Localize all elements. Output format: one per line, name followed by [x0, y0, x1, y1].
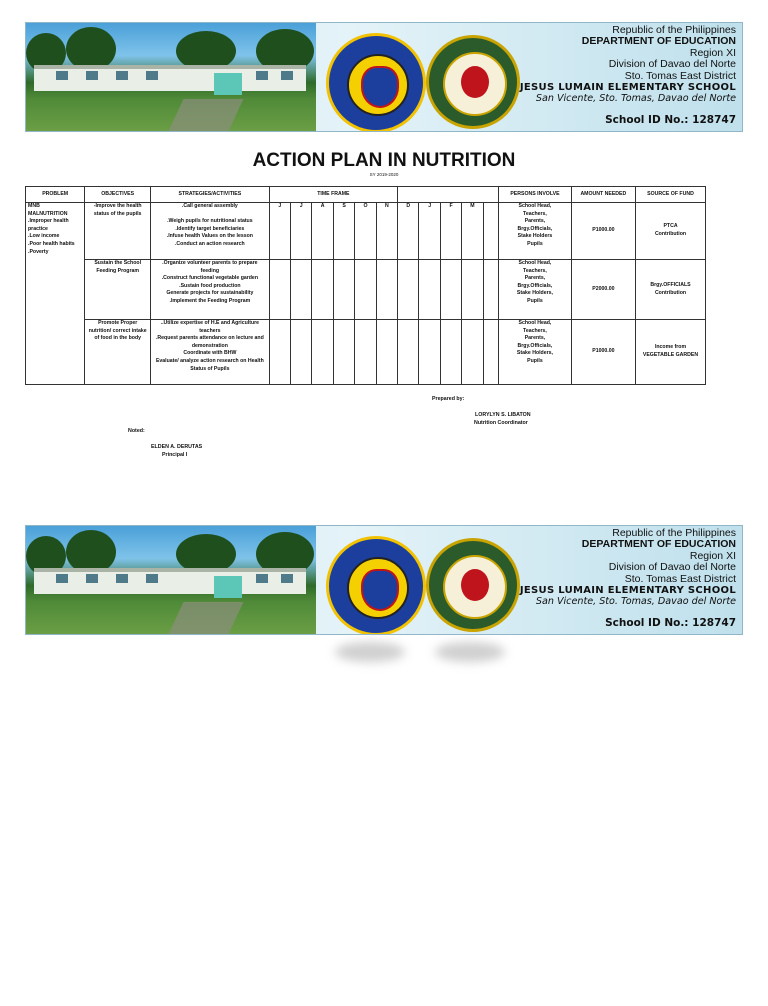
school-photo — [26, 526, 316, 634]
persons-cell: School Head, Teachers, Parents, Brgy.Officials, Stake Holders, Pupils — [499, 260, 572, 320]
month-cell — [483, 203, 499, 260]
source-cell: PTCA Contribution — [636, 203, 706, 260]
deped-seal — [326, 536, 426, 635]
header-school-id: School ID No.: 128747 — [605, 113, 736, 126]
month-cell: J — [269, 203, 290, 260]
table-row — [26, 203, 706, 260]
month-cell — [483, 320, 499, 385]
header-banner-2 — [25, 525, 743, 635]
school-photo — [26, 23, 316, 131]
persons-cell: School Head, Teachers, Parents, Brgy.Officials, Stake Holders Pupils — [499, 203, 572, 260]
action-plan-table — [25, 186, 706, 385]
col-timeframe-cont — [398, 187, 499, 203]
col-timeframe: TIME FRAME — [269, 187, 397, 203]
month-cell — [355, 260, 376, 320]
source-cell: Brgy.OFFICIALS Contribution — [636, 260, 706, 320]
table-row — [26, 260, 706, 320]
persons-cell: School Head, Teachers, Parents, Brgy.Officials, Stake Holders, Pupils — [499, 320, 572, 385]
month-cell — [269, 260, 290, 320]
header-school-id: School ID No.: 128747 — [605, 616, 736, 629]
month-cell — [355, 320, 376, 385]
month-cell — [462, 320, 483, 385]
month-cell: F — [440, 203, 461, 260]
noted-name: ELDEN A. DERUTAS — [151, 444, 203, 450]
page-title: ACTION PLAN IN NUTRITION — [252, 150, 516, 171]
col-source: SOURCE OF FUND — [636, 187, 706, 203]
amount-cell: P1000.00 — [571, 203, 635, 260]
header-department: DEPARTMENT OF EDUCATION — [581, 35, 736, 48]
month-cell — [419, 260, 440, 320]
strategies-cell: .Organize volunteer parents to prepare feeding .Construct functional vegetable garden .Sustain food production Generate projects for sustainability .Implement the Feeding Program — [151, 260, 270, 320]
header-school: JESUS LUMAIN ELEMENTARY SCHOOL — [519, 82, 736, 94]
header-republic: Republic of the Philippines — [612, 527, 736, 539]
month-cell — [440, 320, 461, 385]
deped-seal — [326, 33, 426, 132]
school-year: SY 2019-2020 — [369, 172, 399, 177]
col-persons: PERSONS INVOLVE — [499, 187, 572, 203]
header-republic: Republic of the Philippines — [612, 24, 736, 36]
header-region: Region XI — [689, 549, 736, 562]
header-division: Division of Davao del Norte — [608, 561, 736, 574]
noted-label: Noted: — [128, 428, 145, 434]
month-cell — [440, 260, 461, 320]
prepared-by-name: LORYLYN S. LIBATON — [475, 412, 531, 418]
month-cell — [419, 320, 440, 385]
objective-cell: Sustain the School Feeding Program — [85, 260, 151, 320]
col-amount: AMOUNT NEEDED — [571, 187, 635, 203]
month-cell: J — [419, 203, 440, 260]
month-cell: M — [462, 203, 483, 260]
month-cell — [269, 320, 290, 385]
amount-cell: P2000.00 — [571, 260, 635, 320]
source-cell: Income from VEGETABLE GARDEN — [636, 320, 706, 385]
month-cell: N — [376, 203, 397, 260]
header-division: Division of Davao del Norte — [608, 58, 736, 71]
header-school: JESUS LUMAIN ELEMENTARY SCHOOL — [519, 585, 736, 597]
month-cell — [398, 320, 419, 385]
objective-cell: -Improve the health status of the pupils — [85, 203, 151, 260]
amount-cell: P1000.00 — [571, 320, 635, 385]
blurred-shadow — [435, 642, 505, 662]
problem-cell: MNB MALNUTRITION .Improper health practice .Low income .Poor health habits .Poverty — [26, 203, 85, 385]
month-cell — [333, 320, 354, 385]
header-region: Region XI — [689, 46, 736, 59]
header-address: San Vicente, Sto. Tomas, Davao del Norte — [535, 596, 736, 608]
month-cell — [483, 260, 499, 320]
month-cell — [376, 260, 397, 320]
month-cell — [291, 260, 312, 320]
noted-title: Principal I — [162, 452, 188, 458]
school-seal — [426, 538, 520, 632]
header-banner — [25, 22, 743, 132]
school-seal — [426, 35, 520, 129]
col-problem: PROBLEM — [26, 187, 85, 203]
objective-cell: Promote Proper nutrition/ correct intake of food in the body — [85, 320, 151, 385]
header-address: San Vicente, Sto. Tomas, Davao del Norte — [535, 93, 736, 105]
month-cell: J — [291, 203, 312, 260]
prepared-by-title: Nutrition Coordinator — [474, 420, 528, 426]
month-cell — [333, 260, 354, 320]
month-cell: S — [333, 203, 354, 260]
month-cell — [312, 320, 333, 385]
strategies-cell: .Call general assembly .Weigh pupils for nutritional status .Identify target beneficiaries .Infuse health Values on the lesson .Conduct an action research — [151, 203, 270, 260]
header-department: DEPARTMENT OF EDUCATION — [581, 538, 736, 551]
col-objectives: OBJECTIVES — [85, 187, 151, 203]
month-cell — [462, 260, 483, 320]
col-strategies: STRATEGIES/ACTIVITIES — [151, 187, 270, 203]
month-cell — [376, 320, 397, 385]
month-cell: O — [355, 203, 376, 260]
month-cell — [291, 320, 312, 385]
header-district: Sto. Tomas East District — [624, 69, 736, 82]
prepared-by-label: Prepared by: — [432, 396, 465, 402]
month-cell: A — [312, 203, 333, 260]
month-cell — [398, 260, 419, 320]
header-text — [520, 528, 736, 629]
table-header-row — [26, 187, 706, 203]
table-row — [26, 320, 706, 385]
blurred-shadow — [335, 642, 405, 662]
header-district: Sto. Tomas East District — [624, 572, 736, 585]
month-cell: D — [398, 203, 419, 260]
month-cell — [312, 260, 333, 320]
strategies-cell: ..Utilize expertise of H.E and Agriculture teachers .Request parents attendance on lecture and demonstration Coordinate with BHW Evaluate/ analyze action research on Health Status of Pupils — [151, 320, 270, 385]
header-text — [520, 25, 736, 126]
